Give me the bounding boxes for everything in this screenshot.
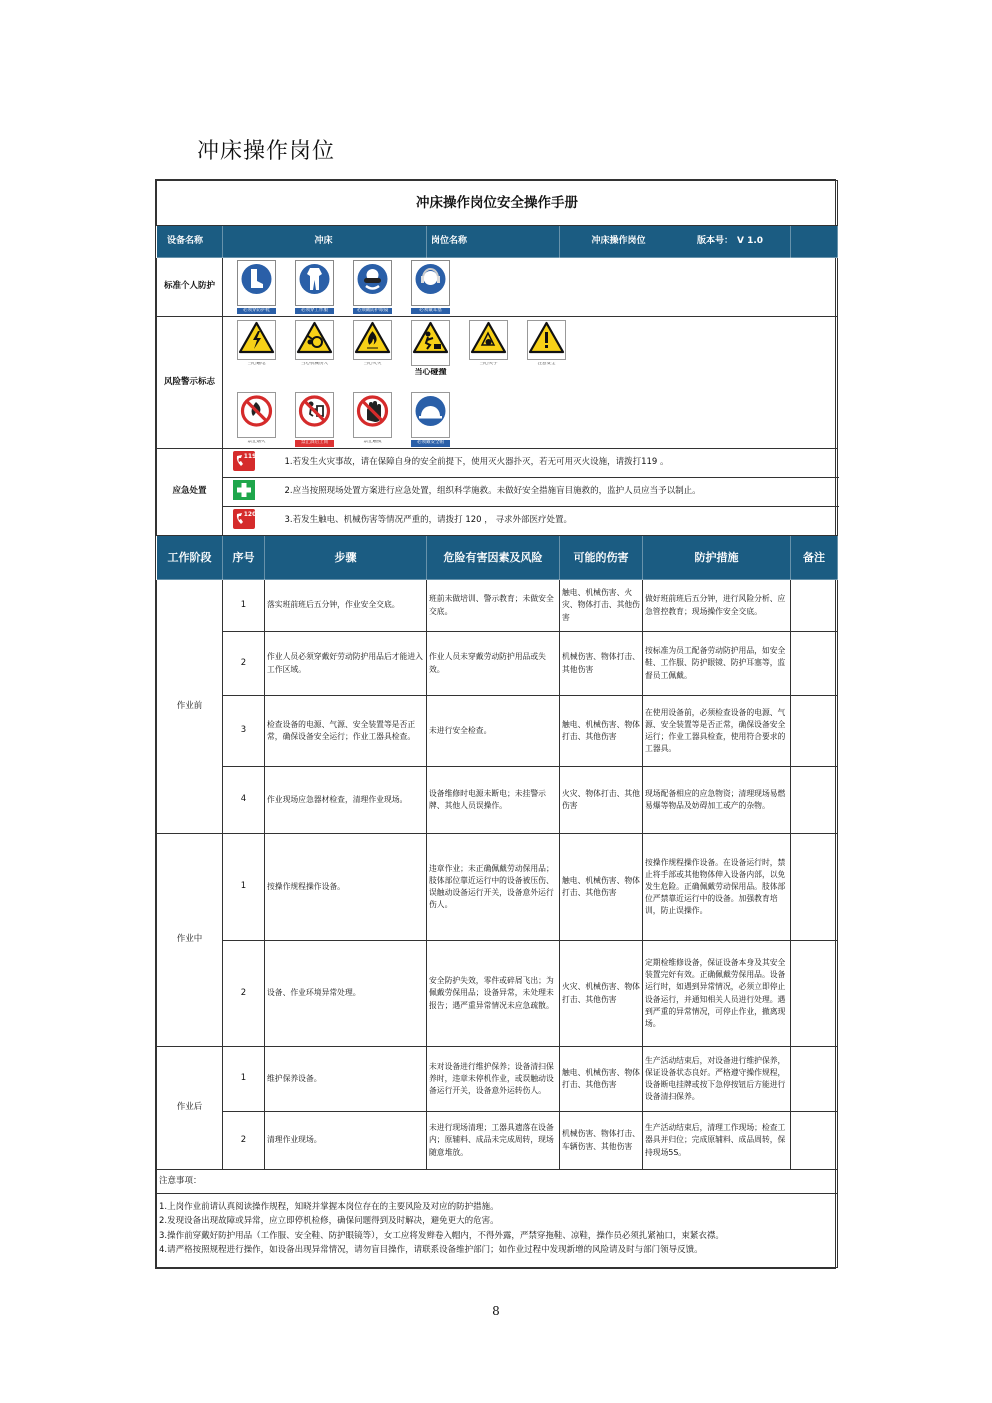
sign-caption: 必须戴安全帽 xyxy=(411,440,450,447)
measure-text: 按操作规程操作设备。在设备运行时，禁止将手部或其他物体伸入设备内部，以免发生危险。正确佩戴劳动保用品。肢体部位严禁靠近运行中的设备。加强教育培训，防止误操作。 xyxy=(643,834,791,941)
measure-text: 按标准为员工配备劳动防护用品，如安全鞋、工作服、防护眼镜、防护耳塞等，监督员工佩戴。 xyxy=(643,632,791,696)
injury-text: 触电、机械伤害、火灾、物体打击、其他伤害 xyxy=(560,580,643,632)
work-clothes-icon xyxy=(295,260,334,315)
page-heading: 冲床操作岗位 xyxy=(197,139,336,164)
mechanical-injury-warning-icon xyxy=(295,320,334,367)
general-warning-icon xyxy=(527,320,566,367)
no-operating-in-motion-icon xyxy=(295,392,334,447)
note-line: 1.上岗作业前请认真阅读操作规程，知晓并掌握本岗位存在的主要风险及对应的防护措施。 xyxy=(159,1202,499,1212)
equipment-label: 设备名称 xyxy=(157,226,223,258)
column-header: 步骤 xyxy=(265,536,427,580)
table-row xyxy=(157,767,838,834)
step-text: 作业人员必须穿戴好劳动防护用品后才能进入工作区域。 xyxy=(265,632,427,696)
warning-label: 风险警示标志 xyxy=(157,317,223,449)
sign-caption: 当心触电 xyxy=(247,362,266,367)
manual-table xyxy=(156,180,838,1268)
fire-phone-119-icon xyxy=(223,449,265,478)
page-number: 8 xyxy=(492,1304,500,1318)
crush-hand-warning-icon xyxy=(469,320,508,367)
step-text: 作业现场应急器材检查，清理作业现场。 xyxy=(265,767,427,834)
step-text: 清理作业现场。 xyxy=(265,1112,427,1170)
remark-text xyxy=(791,767,838,834)
row-number: 3 xyxy=(223,696,265,767)
measure-text: 现场配备相应的应急物资；清理现场易燃易爆等物品及妨碍加工或产的杂物。 xyxy=(643,767,791,834)
measure-text: 在使用设备前，必须检查设备的电源、气源、安全装置等是否正常，确保设备安全运行；作业工器具检查，使用符合要求的工器具。 xyxy=(643,696,791,767)
ear-protection-icon xyxy=(411,260,450,315)
sign-caption: 必须戴耳塞 xyxy=(411,308,450,315)
hazard-text: 设备维修时电源未断电；未挂警示牌、其他人员误操作。 xyxy=(427,767,560,834)
no-touch-icon xyxy=(353,392,392,445)
emergency-number-badge: 120 xyxy=(243,510,256,518)
row-number: 1 xyxy=(223,1047,265,1112)
remark-text xyxy=(791,580,838,632)
notes-body xyxy=(157,1194,838,1268)
hazard-text: 班前未做培训、警示教育；未做安全交底。 xyxy=(427,580,560,632)
note-line: 3.操作前穿戴好防护用品（工作服、安全鞋、防护眼镜等），女工应将发辫卷入帽内，不得外露，严禁穿拖鞋、凉鞋，操作员必须扎紧袖口，束紧衣襟。 xyxy=(159,1230,724,1241)
note-line: 4.请严格按照规程进行操作，如设备出现异常情况，请勿盲目操作，请联系设备维护部门；如作业过程中发现新增的风险请及时与部门领导反馈。 xyxy=(159,1245,703,1256)
row-number: 2 xyxy=(223,941,265,1047)
step-text: 检查设备的电源、气源、安全装置等是否正常，确保设备安全运行；作业工器具检查。 xyxy=(265,696,427,767)
row-number: 1 xyxy=(223,580,265,632)
sign-caption: 当心碰撞 xyxy=(414,368,447,377)
sign-caption: 禁止触摸 xyxy=(363,440,382,445)
remark-text xyxy=(791,632,838,696)
equipment-value: 冲床 xyxy=(223,226,427,258)
injury-text: 触电、机械伤害、物体打击、其他伤害 xyxy=(560,1047,643,1112)
step-text: 维护保养设备。 xyxy=(265,1047,427,1112)
electric-shock-warning-icon xyxy=(237,320,276,367)
version-label: 版本号： xyxy=(697,235,734,246)
sign-caption: 必须穿防护鞋 xyxy=(237,308,276,315)
remark-text xyxy=(791,1047,838,1112)
safety-manual-sheet xyxy=(155,179,836,1269)
remark-text xyxy=(791,834,838,941)
hazard-text: 安全防护失效，零件或碎屑飞出；为佩戴劳保用品；设备异常，未处理未报告；遇严重异常情况未应急疏散。 xyxy=(427,941,560,1047)
post-label: 岗位名称 xyxy=(427,226,560,258)
pinch-warning-icon xyxy=(411,320,450,376)
goggles-icon xyxy=(353,260,392,315)
table-row xyxy=(157,580,838,632)
table-row xyxy=(157,834,838,941)
ppe-signs xyxy=(223,258,838,317)
no-fire-icon xyxy=(237,392,276,445)
ppe-strip xyxy=(225,260,835,315)
measure-text: 生产活动结束后，清理工作现场；检查工器具并归位；完成原辅料、成品周转，保持现场5S。 xyxy=(643,1112,791,1170)
hazard-text: 未对设备进行维护保养；设备清扫保养时，违章未停机作业，或误触动设备运行开关，设备意外运转伤人。 xyxy=(427,1047,560,1112)
first-aid-cross-icon xyxy=(223,478,265,507)
version-value: V 1.0 xyxy=(737,235,764,246)
measure-text: 生产活动结束后，对设备进行维护保养，保证设备状态良好。严格遵守操作规程，设备断电挂牌或按下急停按钮后方能进行设备清扫保养。 xyxy=(643,1047,791,1112)
ppe-label: 标准个人防护 xyxy=(157,258,223,317)
column-header: 危险有害因素及风险 xyxy=(427,536,560,580)
table-row xyxy=(157,696,838,767)
emergency-instruction: 2.应当按照现场处置方案进行应急处置，组织科学施救。未做好安全措施盲目施救的，监护人员应当予以制止。 xyxy=(265,478,838,507)
remark-text xyxy=(791,941,838,1047)
step-text: 设备、作业环境异常处理。 xyxy=(265,941,427,1047)
stage-name: 作业中 xyxy=(157,834,223,1047)
manual-title: 冲床操作岗位安全操作手册 xyxy=(157,181,838,226)
row-number: 1 xyxy=(223,834,265,941)
column-header: 防护措施 xyxy=(643,536,791,580)
emergency-instruction: 3.若发生触电、机械伤害等情况严重的，请拨打 120 ， 寻求外部医疗处置。 xyxy=(265,507,838,536)
stage-name: 作业前 xyxy=(157,580,223,834)
wear-safety-helmet-icon xyxy=(411,392,450,447)
emergency-label: 应急处置 xyxy=(157,449,223,536)
sign-caption: 当心夹手 xyxy=(479,362,498,367)
injury-text: 触电、机械伤害、物体打击、其他伤害 xyxy=(560,834,643,941)
sign-caption: 当心机械伤人 xyxy=(301,362,328,367)
column-headers xyxy=(157,536,838,580)
notes-label: 注意事项： xyxy=(157,1170,838,1194)
remark-text xyxy=(791,1112,838,1170)
note-line: 2.发现设备出现故障或异常，应立即停机检修，确保问题得到及时解决，避免更大的危害。 xyxy=(159,1216,499,1227)
safety-shoes-icon xyxy=(237,260,276,315)
row-number: 2 xyxy=(223,632,265,696)
post-value: 冲床操作岗位 xyxy=(591,235,646,246)
remark-text xyxy=(791,696,838,767)
table-row xyxy=(157,941,838,1047)
fire-warning-icon xyxy=(353,320,392,367)
sign-caption: 必须穿工作服 xyxy=(295,308,334,315)
column-header: 备注 xyxy=(791,536,838,580)
injury-text: 机械伤害、物体打击、车辆伤害、其他伤害 xyxy=(560,1112,643,1170)
prohibit-strip xyxy=(225,392,835,447)
column-header: 工作阶段 xyxy=(157,536,223,580)
hazard-text: 违章作业；未正确佩戴劳动保用品；肢体部位靠近运行中的设备被压伤、误触动设备运行开关，设备意外运行伤人。 xyxy=(427,834,560,941)
sign-caption: 禁止酒后上岗 xyxy=(295,440,334,447)
injury-text: 机械伤害、物体打击、其他伤害 xyxy=(560,632,643,696)
info-bar xyxy=(157,226,838,258)
table-row xyxy=(157,1047,838,1112)
sign-caption: 当心火灾 xyxy=(363,362,382,367)
hazard-text: 作业人员未穿戴劳动防护用品或失效。 xyxy=(427,632,560,696)
caution-strip xyxy=(225,320,835,376)
table-row xyxy=(157,1112,838,1170)
warning-signs xyxy=(223,317,838,449)
step-text: 落实班前班后五分钟，作业安全交底。 xyxy=(265,580,427,632)
measure-text: 做好班前班后五分钟，进行风险分析、应急管控教育；现场操作安全交底。 xyxy=(643,580,791,632)
sign-caption: 禁止烟火 xyxy=(247,440,266,445)
sign-caption: 注意安全 xyxy=(537,362,556,367)
stage-name: 作业后 xyxy=(157,1047,223,1170)
hazard-text: 未进行现场清理；工器具遗落在设备内；原辅料、成品未完成周转，现场随意堆放。 xyxy=(427,1112,560,1170)
hazard-text: 未进行安全检查。 xyxy=(427,696,560,767)
injury-text: 火灾、机械伤害、物体打击、其他伤害 xyxy=(560,941,643,1047)
injury-text: 触电、机械伤害、物体打击、其他伤害 xyxy=(560,696,643,767)
ambulance-phone-120-icon xyxy=(223,507,265,536)
post-value-cell xyxy=(560,226,791,258)
emergency-number-badge: 119 xyxy=(243,452,256,460)
row-number: 2 xyxy=(223,1112,265,1170)
table-row xyxy=(157,632,838,696)
column-header: 可能的伤害 xyxy=(560,536,643,580)
step-text: 按操作规程操作设备。 xyxy=(265,834,427,941)
measure-text: 定期检维修设备，保证设备本身及其安全装置完好有效。正确佩戴劳保用品。设备运行时，如遇到异常情况，必须立即停止设备运行，并通知相关人员进行处理。遇到严重的异常情况，可停止作业，撤离现场。 xyxy=(643,941,791,1047)
column-header: 序号 xyxy=(223,536,265,580)
emergency-instruction: 1.若发生火灾事故，请在保障自身的安全前提下，使用灭火器扑灭，若无可用灭火设施，请拨打119 。 xyxy=(265,449,838,478)
injury-text: 火灾、物体打击、其他伤害 xyxy=(560,767,643,834)
sign-caption: 必须戴防护眼镜 xyxy=(353,308,392,315)
row-number: 4 xyxy=(223,767,265,834)
